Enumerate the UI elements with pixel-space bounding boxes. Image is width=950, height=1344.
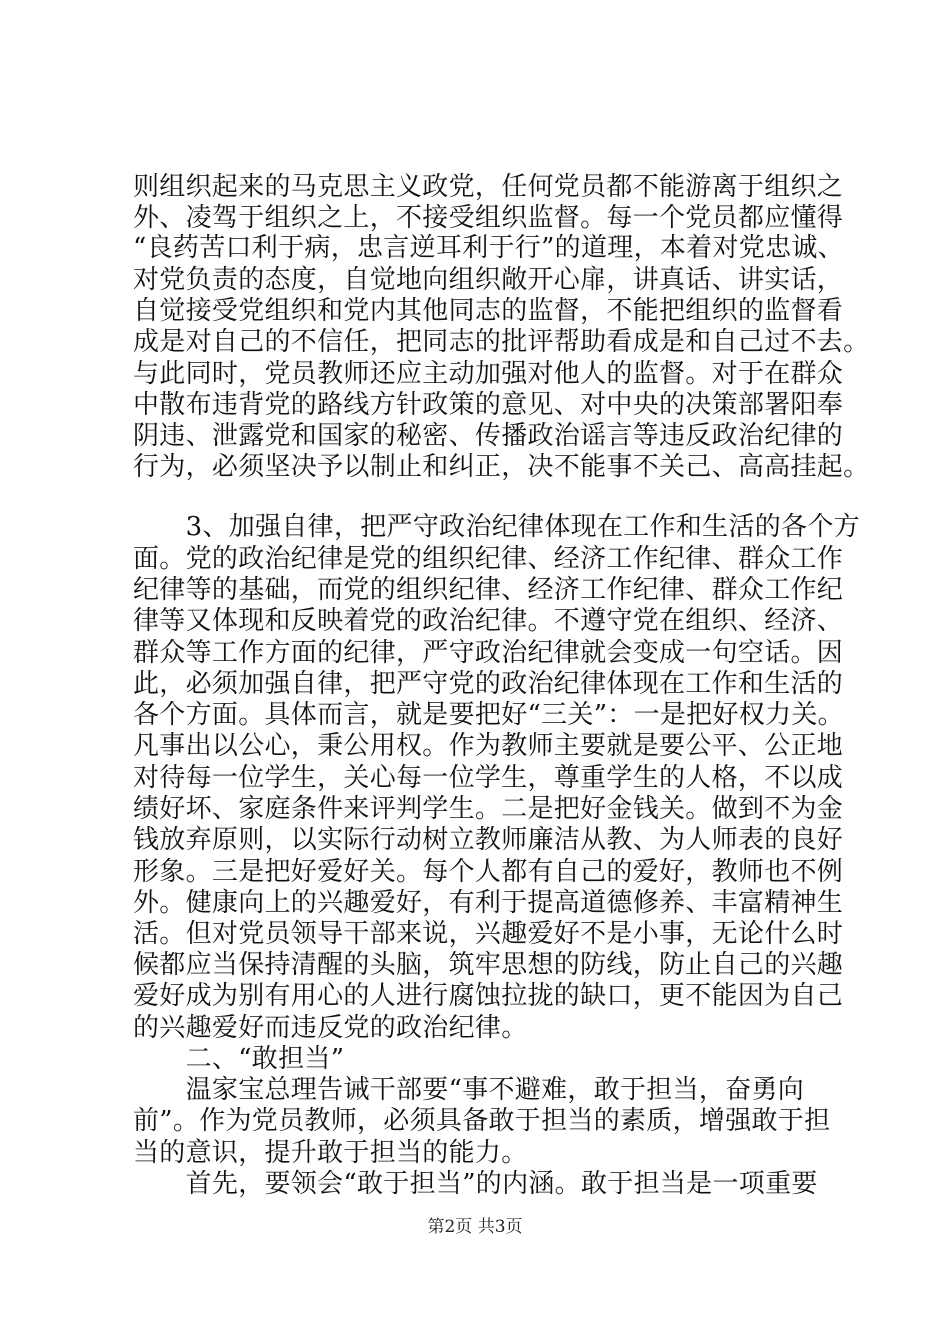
text-line: 候都应当保持清醒的头脑，筑牢思想的防线，防止自己的兴趣 (133, 950, 844, 980)
text-line: 前”。作为党员教师，必须具备敢于担当的素质，增强敢于担 (133, 1106, 831, 1136)
text-line: 纪律等的基础，而党的组织纪律、经济工作纪律、群众工作纪 (133, 575, 844, 605)
text-line: 则组织起来的马克思主义政党，任何党员都不能游离于组织之 (133, 172, 844, 202)
text-line: 外、凌驾于组织之上，不接受组织监督。每一个党员都应懂得 (133, 203, 844, 233)
text-line: 各个方面。具体而言，就是要把好“三关”：一是把好权力关。 (133, 700, 844, 730)
text-line: 律等又体现和反映着党的政治纪律。不遵守党在组织、经济、 (133, 606, 844, 636)
text-line: 温家宝总理告诫干部要“事不避难，敢于担当，奋勇向 (133, 1075, 805, 1105)
text-line: 与此同时，党员教师还应主动加强对他人的监督。对于在群众 (133, 359, 844, 389)
page-footer: 第2页 共3页 (427, 1217, 523, 1237)
text-line: 此，必须加强自律，把严守党的政治纪律体现在工作和生活的 (133, 669, 844, 699)
text-line: 对待每一位学生，关心每一位学生，尊重学生的人格，不以成 (133, 763, 844, 793)
text-line: 中散布违背党的路线方针政策的意见、对中央的决策部署阳奉 (133, 390, 844, 420)
text-line: “良药苦口利于病，忠言逆耳利于行”的道理，本着对党忠诚、 (133, 233, 844, 263)
text-line: 爱好成为别有用心的人进行腐蚀拉拢的缺口，更不能因为自己 (133, 981, 844, 1011)
text-line: 绩好坏、家庭条件来评判学生。二是把好金钱关。做到不为金 (133, 794, 844, 824)
text-line: 对党负责的态度，自觉地向组织敞开心扉，讲真话、讲实话， (133, 265, 844, 295)
text-line: 面。党的政治纪律是党的组织纪律、经济工作纪律、群众工作 (133, 544, 844, 574)
text-line: 当的意识，提升敢于担当的能力。 (133, 1138, 528, 1168)
text-line: 阴违、泄露党和国家的秘密、传播政治谣言等违反政治纪律的 (133, 421, 844, 451)
text-line: 凡事出以公心，秉公用权。作为教师主要就是要公平、公正地 (133, 731, 844, 761)
text-line: 首先，要领会“敢于担当”的内涵。敢于担当是一项重要 (133, 1169, 818, 1199)
text-line: 钱放弃原则，以实际行动树立教师廉洁从教、为人师表的良好 (133, 825, 844, 855)
text-line: 群众等工作方面的纪律，严守政治纪律就会变成一句空话。因 (133, 638, 844, 668)
text-line: 3、加强自律，把严守政治纪律体现在工作和生活的各个方 (133, 512, 860, 542)
text-line: 行为，必须坚决予以制止和纠正，决不能事不关己、高高挂起。 (133, 452, 870, 482)
text-line: 活。但对党员领导干部来说，兴趣爱好不是小事，无论什么时 (133, 919, 844, 949)
text-line: 的兴趣爱好而违反党的政治纪律。 (133, 1013, 528, 1043)
text-line: 成是对自己的不信任，把同志的批评帮助看成是和自己过不去。 (133, 327, 870, 357)
text-line: 自觉接受党组织和党内其他同志的监督，不能把组织的监督看 (133, 296, 844, 326)
text-line: 形象。三是把好爱好关。每个人都有自己的爱好，教师也不例 (133, 857, 844, 887)
text-line: 外。健康向上的兴趣爱好，有利于提高道德修养、丰富精神生 (133, 888, 844, 918)
text-line: 二、“敢担当” (133, 1044, 345, 1074)
